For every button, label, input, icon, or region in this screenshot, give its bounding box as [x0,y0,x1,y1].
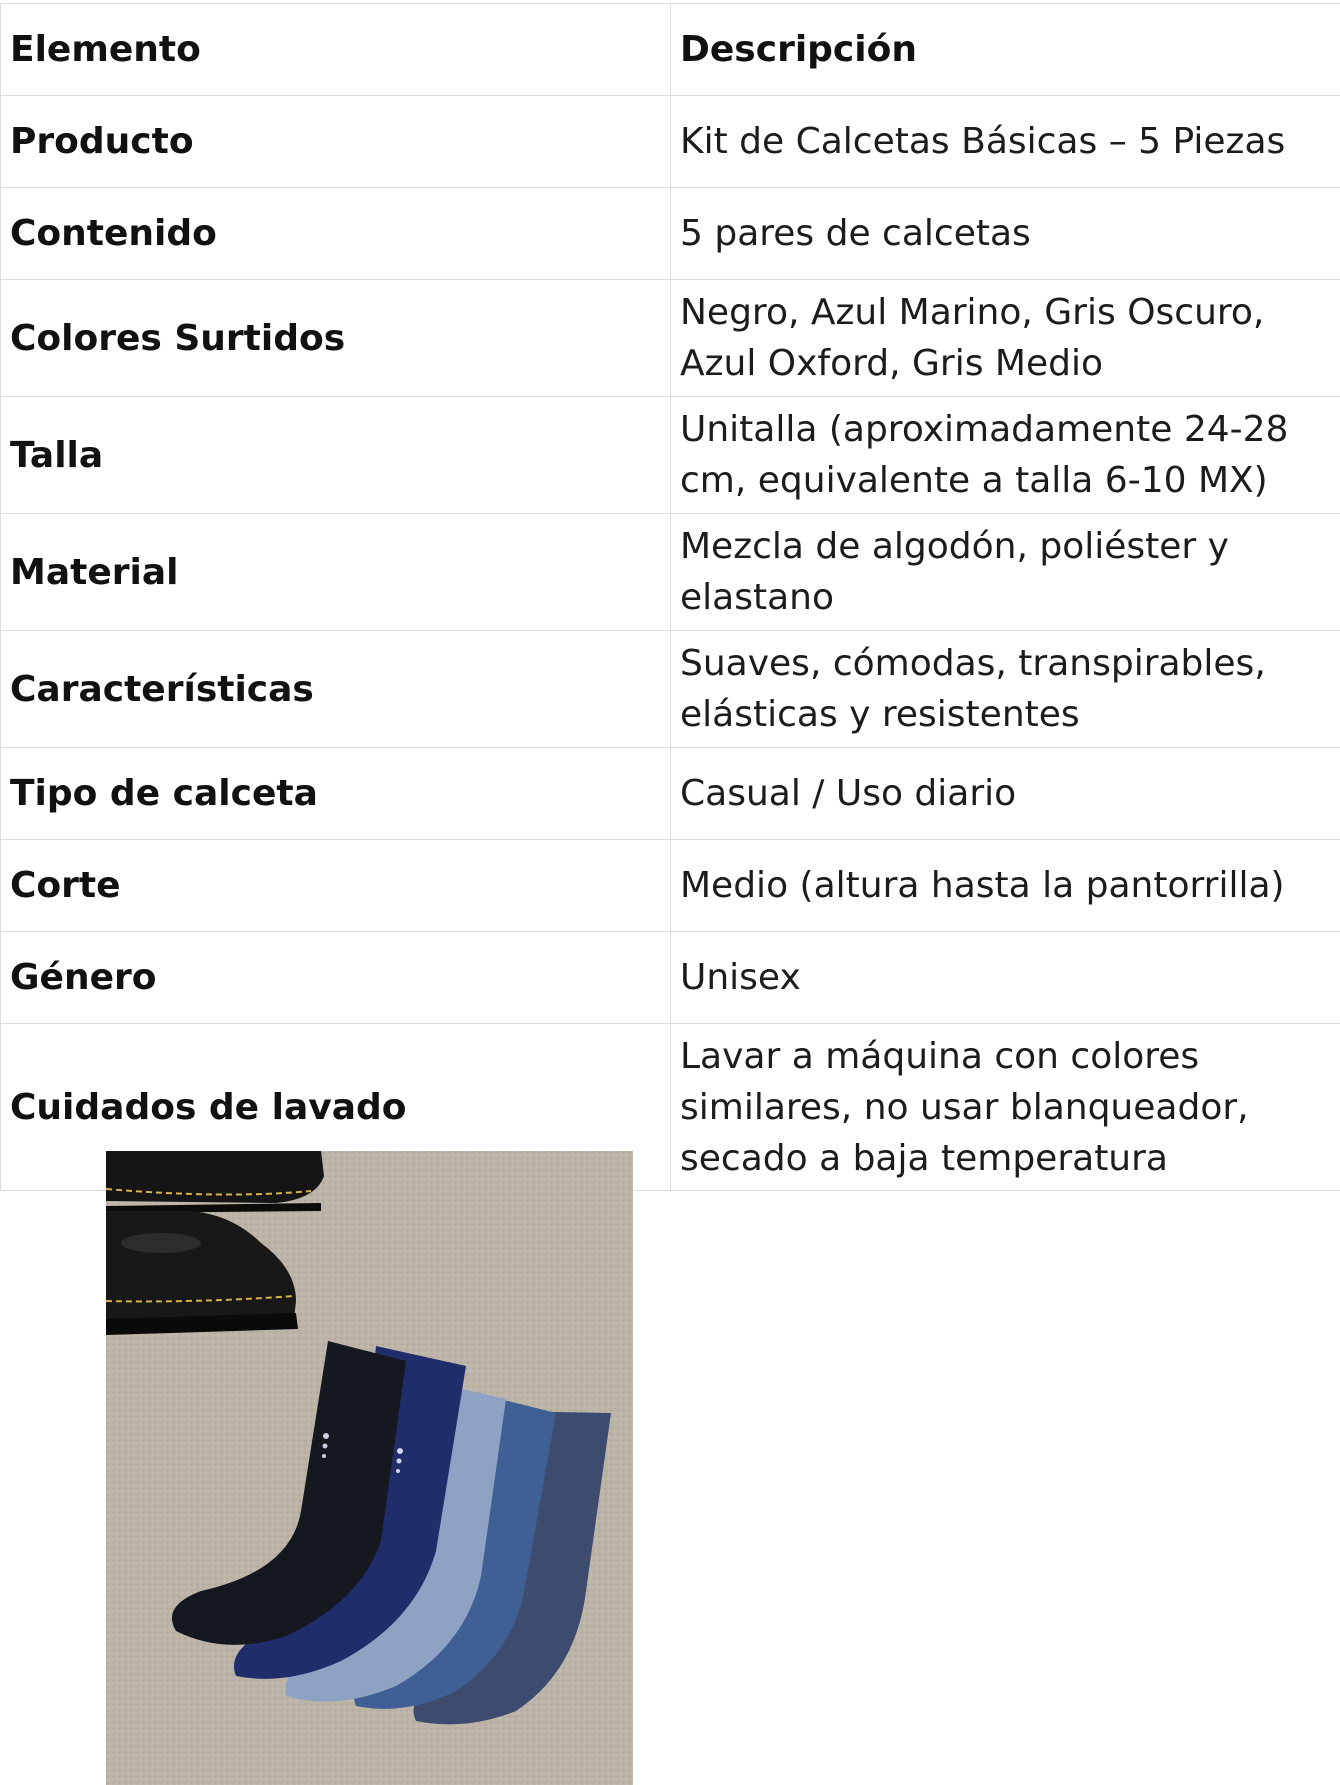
product-photo [106,1151,633,1785]
table-row [1,932,1340,1024]
row-key-tipo: Tipo de calceta [1,748,671,840]
table-row [1,397,1340,514]
socks-illustration [106,1151,633,1785]
header-value-cell: Descripción [671,4,1340,96]
table-row [1,748,1340,840]
table-row [1,840,1340,932]
table-row [1,514,1340,631]
row-value-material: Mezcla de algodón, poliéster y elastano [671,514,1340,631]
row-key-contenido: Contenido [1,188,671,280]
table-header-row [1,4,1340,96]
row-value-contenido: 5 pares de calcetas [671,188,1340,280]
row-value-tipo: Casual / Uso diario [671,748,1340,840]
row-key-genero: Género [1,932,671,1024]
header-key-cell: Elemento [1,4,671,96]
row-key-cuidados: Cuidados de lavado [1,1024,671,1191]
row-value-genero: Unisex [671,932,1340,1024]
table-row [1,631,1340,748]
row-value-talla: Unitalla (aproximadamente 24-28 cm, equivalente a talla 6-10 MX) [671,397,1340,514]
row-key-talla: Talla [1,397,671,514]
row-key-colores: Colores Surtidos [1,280,671,397]
row-key-material: Material [1,514,671,631]
row-key-producto: Producto [1,96,671,188]
row-value-colores: Negro, Azul Marino, Gris Oscuro, Azul Oxford, Gris Medio [671,280,1340,397]
table-row [1,96,1340,188]
table-row [1,188,1340,280]
table-row [1,280,1340,397]
row-value-cuidados: Lavar a máquina con colores similares, no usar blanqueador, secado a baja temperatura [671,1024,1340,1191]
row-value-caracteristicas: Suaves, cómodas, transpirables, elásticas y resistentes [671,631,1340,748]
row-value-corte: Medio (altura hasta la pantorrilla) [671,840,1340,932]
row-key-corte: Corte [1,840,671,932]
row-key-caracteristicas: Características [1,631,671,748]
spec-table [0,3,1340,1191]
row-value-producto: Kit de Calcetas Básicas – 5 Piezas [671,96,1340,188]
